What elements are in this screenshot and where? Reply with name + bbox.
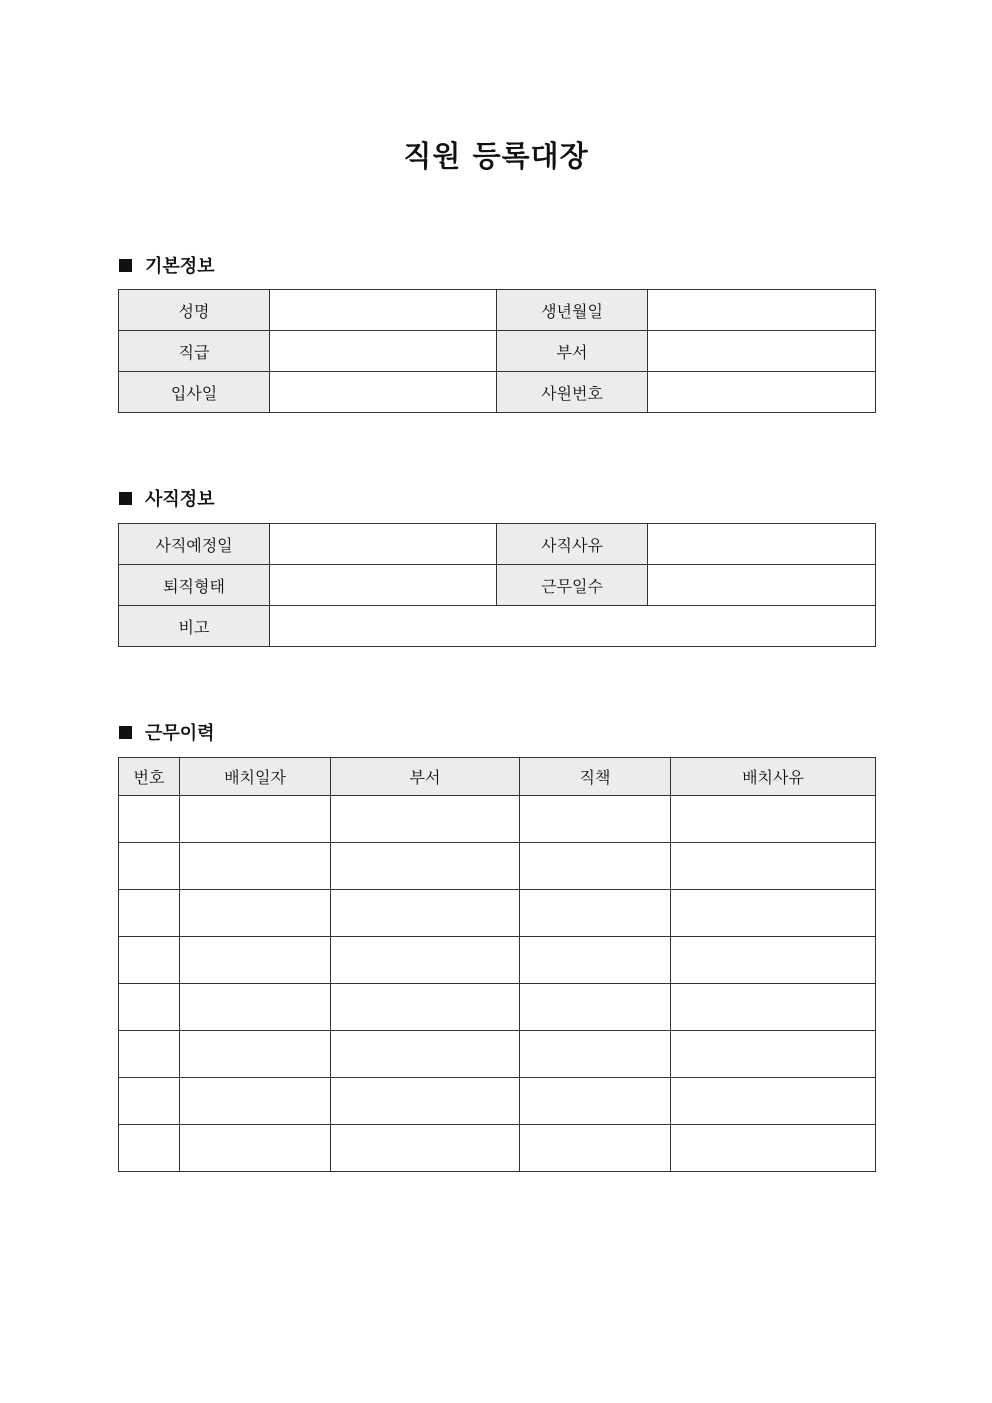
- title-cell[interactable]: [520, 1125, 671, 1172]
- number-cell[interactable]: [119, 890, 180, 937]
- title-cell[interactable]: [520, 1078, 671, 1125]
- position-field[interactable]: [270, 331, 497, 372]
- work-history-table: [118, 757, 876, 1172]
- assignment-reason-cell[interactable]: [671, 1078, 876, 1125]
- position-label: 직급: [119, 331, 270, 372]
- remarks-label: 비고: [119, 606, 270, 647]
- title-cell[interactable]: [520, 796, 671, 843]
- number-cell[interactable]: [119, 796, 180, 843]
- name-label: 성명: [119, 290, 270, 331]
- assignment-date-cell[interactable]: [180, 796, 331, 843]
- work-history-heading-text: 근무이력: [145, 723, 215, 744]
- title-cell[interactable]: [520, 890, 671, 937]
- hire-date-label: 입사일: [119, 372, 270, 413]
- assignment-date-cell[interactable]: [180, 984, 331, 1031]
- assignment-reason-cell[interactable]: [671, 796, 876, 843]
- department-cell[interactable]: [331, 843, 520, 890]
- assignment-date-cell[interactable]: [180, 1031, 331, 1078]
- department-cell[interactable]: [331, 1125, 520, 1172]
- table-row: [119, 372, 876, 413]
- table-row: [119, 1078, 876, 1125]
- basic-info-heading-text: 기본정보: [145, 256, 215, 277]
- number-cell[interactable]: [119, 843, 180, 890]
- birthdate-label: 생년월일: [497, 290, 648, 331]
- table-row: [119, 331, 876, 372]
- title-cell[interactable]: [520, 1031, 671, 1078]
- number-cell[interactable]: [119, 1031, 180, 1078]
- number-cell[interactable]: [119, 984, 180, 1031]
- resignation-reason-label: 사직사유: [497, 524, 648, 565]
- employee-number-field[interactable]: [648, 372, 876, 413]
- table-row: [119, 843, 876, 890]
- working-days-field[interactable]: [648, 565, 876, 606]
- column-header-department: 부서: [331, 758, 520, 796]
- column-header-title: 직책: [520, 758, 671, 796]
- table-row: [119, 290, 876, 331]
- table-row: [119, 606, 876, 647]
- title-cell[interactable]: [520, 937, 671, 984]
- assignment-reason-cell[interactable]: [671, 984, 876, 1031]
- assignment-date-cell[interactable]: [180, 937, 331, 984]
- table-row: [119, 524, 876, 565]
- table-row: [119, 1125, 876, 1172]
- number-cell[interactable]: [119, 937, 180, 984]
- document-title: 직원 등록대장: [403, 139, 589, 173]
- title-cell[interactable]: [520, 843, 671, 890]
- basic-info-heading: [119, 253, 215, 277]
- table-header-row: [119, 758, 876, 796]
- department-cell[interactable]: [331, 890, 520, 937]
- square-bullet-icon: [119, 726, 132, 739]
- table-row: [119, 890, 876, 937]
- resignation-info-heading: [119, 486, 215, 510]
- work-history-heading: [119, 720, 215, 744]
- table-row: [119, 984, 876, 1031]
- employee-number-label: 사원번호: [497, 372, 648, 413]
- department-cell[interactable]: [331, 984, 520, 1031]
- work-history-body: [119, 796, 876, 1172]
- table-row: [119, 1031, 876, 1078]
- remarks-field[interactable]: [270, 606, 876, 647]
- table-row: [119, 796, 876, 843]
- column-header-assignment-reason: 배치사유: [671, 758, 876, 796]
- working-days-label: 근무일수: [497, 565, 648, 606]
- assignment-date-cell[interactable]: [180, 1078, 331, 1125]
- resignation-reason-field[interactable]: [648, 524, 876, 565]
- resignation-info-table: [118, 523, 876, 647]
- table-row: [119, 937, 876, 984]
- assignment-reason-cell[interactable]: [671, 937, 876, 984]
- name-field[interactable]: [270, 290, 497, 331]
- hire-date-field[interactable]: [270, 372, 497, 413]
- department-label: 부서: [497, 331, 648, 372]
- column-header-assignment-date: 배치일자: [180, 758, 331, 796]
- department-cell[interactable]: [331, 937, 520, 984]
- square-bullet-icon: [119, 492, 132, 505]
- resignation-info-heading-text: 사직정보: [145, 489, 215, 510]
- assignment-date-cell[interactable]: [180, 843, 331, 890]
- department-field[interactable]: [648, 331, 876, 372]
- column-header-number: 번호: [119, 758, 180, 796]
- retirement-type-field[interactable]: [270, 565, 497, 606]
- title-cell[interactable]: [520, 984, 671, 1031]
- planned-resignation-date-field[interactable]: [270, 524, 497, 565]
- assignment-reason-cell[interactable]: [671, 890, 876, 937]
- retirement-type-label: 퇴직형태: [119, 565, 270, 606]
- department-cell[interactable]: [331, 796, 520, 843]
- assignment-reason-cell[interactable]: [671, 1125, 876, 1172]
- assignment-reason-cell[interactable]: [671, 843, 876, 890]
- assignment-date-cell[interactable]: [180, 890, 331, 937]
- department-cell[interactable]: [331, 1078, 520, 1125]
- assignment-reason-cell[interactable]: [671, 1031, 876, 1078]
- number-cell[interactable]: [119, 1078, 180, 1125]
- table-row: [119, 565, 876, 606]
- planned-resignation-date-label: 사직예정일: [119, 524, 270, 565]
- number-cell[interactable]: [119, 1125, 180, 1172]
- basic-info-table: [118, 289, 876, 413]
- department-cell[interactable]: [331, 1031, 520, 1078]
- square-bullet-icon: [119, 259, 132, 272]
- assignment-date-cell[interactable]: [180, 1125, 331, 1172]
- birthdate-field[interactable]: [648, 290, 876, 331]
